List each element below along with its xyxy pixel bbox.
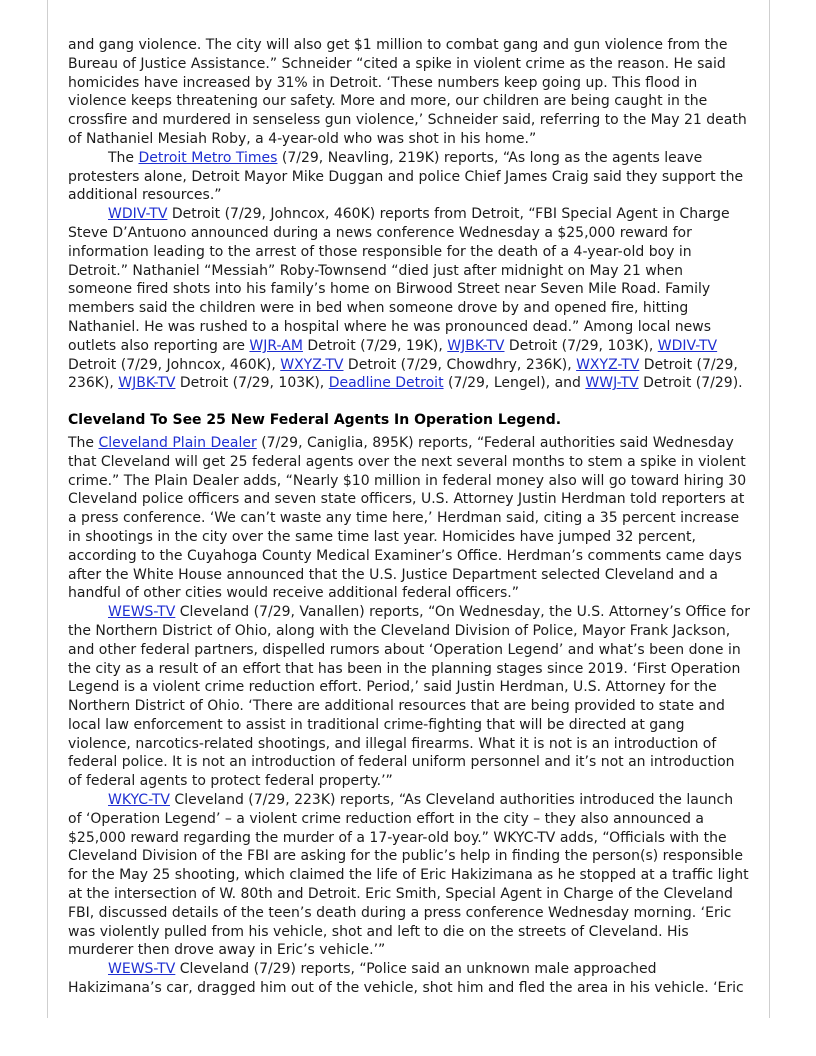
link-wjbk-tv[interactable]: WJBK-TV — [447, 337, 505, 354]
link-wxyz-tv-2[interactable]: WXYZ-TV — [576, 356, 640, 373]
link-wdiv-tv-2[interactable]: WDIV-TV — [657, 337, 718, 354]
link-wews-tv-2[interactable]: WEWS-TV — [108, 961, 176, 978]
link-wjr-am[interactable]: WJR-AM — [249, 337, 303, 354]
paragraph-schneider — [68, 36, 750, 149]
link-detroit-metro-times[interactable]: Detroit Metro Times — [138, 149, 278, 166]
link-cleveland-plain-dealer[interactable]: Cleveland Plain Dealer — [98, 434, 257, 451]
link-wwj-tv[interactable]: WWJ-TV — [585, 375, 639, 392]
paragraph-metro-times: The Detroit Metro Times (7/29, Neavling, 219K) reports, “As long as the agents leave protesters alone, Detroit Mayor Mike Duggan and police Chief James Craig said they support the additional resources.” — [68, 149, 744, 204]
document-body — [68, 36, 750, 998]
link-deadline-detroit[interactable]: Deadline Detroit — [328, 375, 444, 392]
paragraph-plain-dealer: The Cleveland Plain Dealer (7/29, Caniglia, 895K) reports, “Federal authorities said Wednesday that Cleveland will get 25 federal agents over the next several months to stem a spike in violent crime.” The Plain Dealer adds, “Nearly $10 million in federal money also will go toward hiring 30 Cleveland police officers and seven state officers, U.S. Attorney Justin Herdman told reporters at a press conference. ‘We can’t waste any time here,’ Herdman said, citing a 35 percent increase in shootings in the city over the same time last year. Homicides have jumped 32 percent, according to the Cuyahoga County Medical Examiner’s Office. Herdman’s comments came days after the White House announced that the U.S. Justice Department selected Cleveland and a handful of other cities would receive additional federal officers.” — [68, 434, 747, 602]
section-heading-cleveland: Cleveland To See 25 New Federal Agents In Operation Legend. — [68, 412, 562, 429]
paragraph-wdiv: WDIV-TV Detroit (7/29, Johncox, 460K) reports from Detroit, “FBI Special Agent in Charge Steve D’Antuono announced during a news conference Wednesday a $25,000 reward for information leading to the arrest of those responsible for the death of a 4-year-old boy in Detroit.” Nathaniel “Messiah” Roby-Townsend “died just after midnight on May 21 when someone fired shots into his family’s home on Birwood Street near Seven Mile Road. Family members said the children were in bed when someone drove by and opened fire, hitting Nathaniel. He was rushed to a hospital where he was pronounced dead.” Among local news outlets also reporting are WJR-AM Detroit (7/29, 19K), WJBK-TV Detroit (7/29, 103K), WDIV-TV Detroit (7/29, Johncox, 460K), WXYZ-TV Detroit (7/29, Chowdhry, 236K), WXYZ-TV Detroit (7/29, 236K), WJBK-TV Detroit (7/29, 103K), Deadline Detroit (7/29, Lengel), and WWJ-TV Detroit (7/29). — [68, 206, 743, 392]
document-page — [47, 0, 770, 1018]
link-wjbk-tv-2[interactable]: WJBK-TV — [118, 375, 176, 392]
paragraph-text: and gang violence. The city will also get $1 million to combat gang and gun violence from the Bureau of Justice Assistance.” Schneider “cited a spike in violent crime as the reason. He said homicides have increased by 31% in Detroit. ‘These numbers keep going up. This flood in violence keeps threatening our safety. More and more, our children are being caught in the crossfire and murdered in senseless gun violence,’ Schneider said, referring to the May 21 death of Nathaniel Mesiah Roby, a 4-year-old who was shot in his home.” — [68, 37, 747, 147]
paragraph-wews-2: WEWS-TV Cleveland (7/29) reports, “Police said an unknown male approached Hakizimana’s car, dragged him out of the vehicle, shot him and fled the area in his vehicle. ‘Eric — [68, 961, 744, 997]
link-wxyz-tv[interactable]: WXYZ-TV — [280, 356, 344, 373]
link-wews-tv[interactable]: WEWS-TV — [108, 604, 176, 621]
paragraph-wews: WEWS-TV Cleveland (7/29, Vanallen) reports, “On Wednesday, the U.S. Attorney’s Office for the Northern District of Ohio, along with the Cleveland Division of Police, Mayor Frank Jackson, and other federal partners, dispelled rumors about ‘Operation Legend’ and what’s been done in the city as a result of an effort that has been in the planning stages since 2019. ‘First Operation Legend is a violent crime reduction effort. Period,’ said Justin Herdman, U.S. Attorney for the Northern District of Ohio. ‘There are additional resources that are being provided to state and local law enforcement to assist in traditional crime-fighting that will be directed at gang violence, narcotics-related shootings, and illegal firearms. What it is not is an introduction of federal police. It is not an introduction of federal uniform personnel and it’s not an introduction of federal agents to protect federal property.’” — [68, 604, 750, 790]
link-wkyc-tv[interactable]: WKYC-TV — [108, 792, 170, 809]
paragraph-wkyc: WKYC-TV Cleveland (7/29, 223K) reports, “As Cleveland authorities introduced the launch of ‘Operation Legend’ – a violent crime reduction effort in the city – they also announced a $25,000 reward regarding the murder of a 17-year-old boy.” WKYC-TV adds, “Officials with the Cleveland Division of the FBI are asking for the public’s help in finding the person(s) responsible for the May 25 shooting, which claimed the life of Eric Hakizimana as he stopped at a traffic light at the intersection of W. 80th and Detroit. Eric Smith, Special Agent in Charge of the Cleveland FBI, discussed details of the teen’s death during a press conference Wednesday morning. ‘Eric was violently pulled from his vehicle, shot and left to die on the streets of Cleveland. His murderer then drove away in Eric’s vehicle.’” — [68, 792, 749, 959]
link-wdiv-tv[interactable]: WDIV-TV — [108, 206, 168, 223]
